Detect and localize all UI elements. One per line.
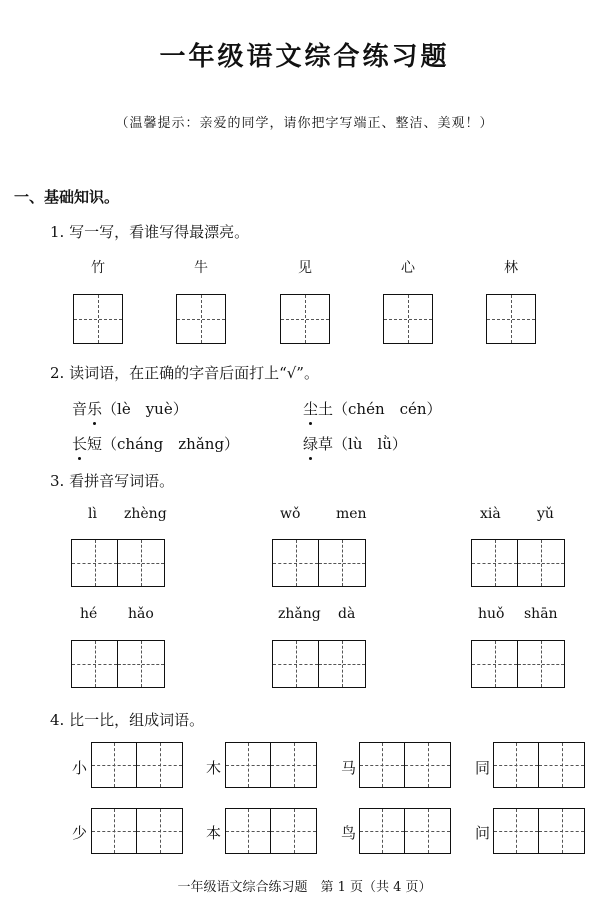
compare-char: 问	[475, 824, 491, 842]
q1-char: 林	[504, 260, 518, 276]
word-grid[interactable]	[225, 808, 317, 854]
writing-box[interactable]	[280, 294, 330, 344]
writing-box[interactable]	[383, 294, 433, 344]
pinyin: hé	[80, 606, 98, 622]
word-grid[interactable]	[71, 640, 165, 688]
q2-dotted-char: 尘	[303, 400, 319, 418]
q1-char: 牛	[194, 260, 208, 276]
pinyin: huǒ	[478, 606, 505, 622]
word-grid[interactable]	[91, 742, 183, 788]
word-grid[interactable]	[471, 640, 565, 688]
q2-item-rest: （lè yuè）	[102, 400, 188, 418]
q2-item	[72, 398, 188, 419]
q2-item	[303, 433, 407, 454]
word-grid[interactable]	[272, 539, 366, 587]
pinyin: lì	[88, 506, 97, 522]
writing-box[interactable]	[176, 294, 226, 344]
compare-char: 马	[341, 759, 357, 777]
word-grid[interactable]	[359, 808, 451, 854]
page-title: 一年级语文综合练习题	[159, 42, 450, 72]
compare-char: 鸟	[341, 824, 357, 842]
compare-char: 同	[475, 759, 491, 777]
compare-char: 木	[206, 759, 222, 777]
q2-item-rest: 土（chén cén）	[318, 400, 442, 418]
pinyin: wǒ	[280, 506, 301, 522]
q1-char: 见	[298, 260, 312, 276]
pinyin: dà	[338, 606, 356, 622]
question-3-label: 3. 看拼音写词语。	[50, 472, 175, 490]
word-grid[interactable]	[225, 742, 317, 788]
q2-dotted-char: 长	[72, 435, 88, 453]
word-grid[interactable]	[71, 539, 165, 587]
question-2-label: 2. 读词语，在正确的字音后面打上“√”。	[50, 364, 319, 382]
word-grid[interactable]	[471, 539, 565, 587]
pinyin: xià	[480, 506, 501, 522]
q2-item-rest: 草（lù lǜ）	[318, 435, 407, 453]
word-grid[interactable]	[493, 742, 585, 788]
page-footer: 一年级语文综合练习题 第 1 页（共 4 页）	[177, 880, 432, 895]
pinyin: yǔ	[537, 506, 554, 522]
word-grid[interactable]	[272, 640, 366, 688]
question-4-label: 4. 比一比，组成词语。	[50, 711, 205, 729]
writing-box[interactable]	[486, 294, 536, 344]
tip-text: （温馨提示：亲爱的同学，请你把字写端正、整洁、美观！）	[115, 116, 494, 131]
section-heading: 一、基础知识。	[14, 188, 120, 206]
pinyin: men	[336, 506, 367, 522]
q2-dotted-char: 绿	[303, 435, 319, 453]
compare-char: 少	[72, 824, 88, 842]
word-grid[interactable]	[493, 808, 585, 854]
writing-box[interactable]	[73, 294, 123, 344]
compare-char: 本	[206, 824, 222, 842]
q2-dotted-char: 乐	[87, 400, 103, 418]
q1-char: 心	[401, 260, 415, 276]
q1-char: 竹	[91, 260, 105, 276]
pinyin: hǎo	[128, 606, 154, 622]
question-1-label: 1. 写一写，看谁写得最漂亮。	[50, 223, 250, 241]
word-grid[interactable]	[91, 808, 183, 854]
q2-item	[303, 398, 442, 419]
q2-item-rest: 短（cháng zhǎng）	[87, 435, 240, 453]
q2-item	[72, 433, 239, 454]
q2-item-head: 音	[72, 400, 88, 418]
pinyin: shān	[524, 606, 558, 622]
pinyin: zhǎng	[278, 606, 321, 622]
pinyin: zhèng	[124, 506, 167, 522]
word-grid[interactable]	[359, 742, 451, 788]
compare-char: 小	[72, 759, 88, 777]
